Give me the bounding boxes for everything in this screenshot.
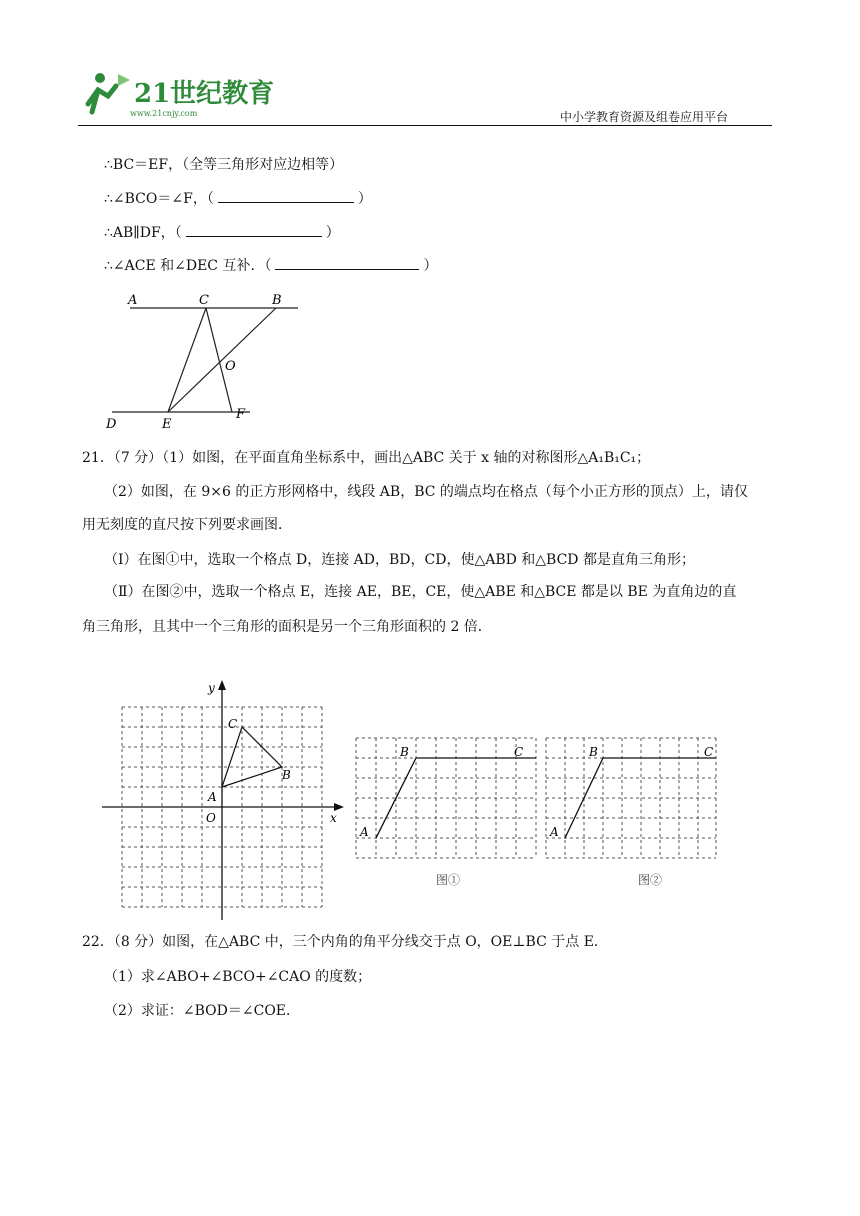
platform-name: 中小学教育资源及组卷应用平台 (560, 110, 729, 124)
q22-line-3: （2）求证：∠BOD＝∠COE． (104, 1003, 301, 1019)
label-f: F (236, 407, 246, 422)
q21-line-1: 21．（7 分）（1）如图，在平面直角坐标系中，画出△ABC 关于 x 轴的对称图形△A₁B₁C₁； (82, 450, 651, 466)
proof-line-1: ∴BC＝EF，（全等三角形对应边相等） (104, 157, 344, 173)
proof-line-4-text: ∴∠ACE 和∠DEC 互补．（ (104, 258, 272, 274)
logo (78, 66, 275, 122)
q21-line-6: 角三角形，且其中一个三角形的面积是另一个三角形面积的 2 倍． (82, 619, 492, 635)
proof-line-4 (104, 255, 437, 276)
answer-blank[interactable] (218, 188, 354, 203)
answer-blank[interactable] (275, 255, 419, 270)
figure-caption: 图② (638, 873, 663, 887)
figure-caption: 图① (436, 873, 461, 887)
label-o: O (225, 359, 236, 374)
grid-figure-1 (350, 730, 540, 892)
q21-line-3: 用无刻度的直尺按下列要求画图． (82, 517, 292, 533)
label-b: B (272, 293, 282, 308)
point-c-label: C (228, 717, 238, 731)
point-a-label: A (360, 825, 369, 839)
q21-line-5: （Ⅱ）在图②中，选取一个格点 E，连接 AE，BE，CE，使△ABE 和△BCE 都是以 BE 为直角边的直 (104, 584, 737, 600)
header-divider (78, 125, 772, 126)
answer-blank[interactable] (186, 222, 322, 237)
point-b-label: B (400, 745, 409, 759)
x-axis-label: x (330, 811, 337, 825)
origin-label: O (206, 811, 216, 825)
q22-line-1: 22．（8 分）如图，在△ABC 中，三个内角的角平分线交于点 O，OE⊥BC 于点 E． (82, 934, 608, 950)
proof-line-2 (104, 188, 372, 209)
geometry-figure-20 (100, 288, 310, 434)
q21-line-2: （2）如图，在 9×6 的正方形网格中，线段 AB，BC 的端点均在格点（每个小正方形的顶点）上，请仅 (104, 484, 748, 500)
label-a: A (128, 293, 138, 308)
q21-line-4: （Ⅰ）在图①中，选取一个格点 D，连接 AD，BD，CD，使△ABD 和△BCD 都是直角三角形； (104, 552, 695, 568)
point-c-label: C (514, 745, 524, 759)
point-a-label: A (208, 790, 217, 804)
proof-line-4-close: ） (423, 258, 438, 274)
grid-figure-2 (540, 730, 730, 892)
label-e: E (162, 417, 172, 432)
point-b-label: B (282, 768, 291, 782)
logo-url: www.21cnjy.com (130, 109, 198, 118)
proof-line-3-close: ） (325, 225, 340, 241)
q22-line-2: （1）求∠ABO+∠BCO+∠CAO 的度数； (104, 969, 372, 985)
proof-line-2-close: ） (357, 191, 372, 207)
proof-line-3 (104, 222, 340, 243)
proof-line-2-text: ∴∠BCO＝∠F，（ (104, 191, 214, 207)
point-b-label: B (589, 745, 598, 759)
runner-icon (88, 73, 130, 112)
logo-text: 21世纪教育 (134, 79, 275, 109)
coordinate-plane (98, 676, 348, 921)
proof-line-3-text: ∴AB∥DF，（ (104, 225, 182, 241)
point-a-label: A (550, 825, 559, 839)
point-c-label: C (704, 745, 714, 759)
label-c: C (199, 293, 209, 308)
label-d: D (106, 417, 117, 432)
y-axis-label: y (208, 681, 215, 695)
